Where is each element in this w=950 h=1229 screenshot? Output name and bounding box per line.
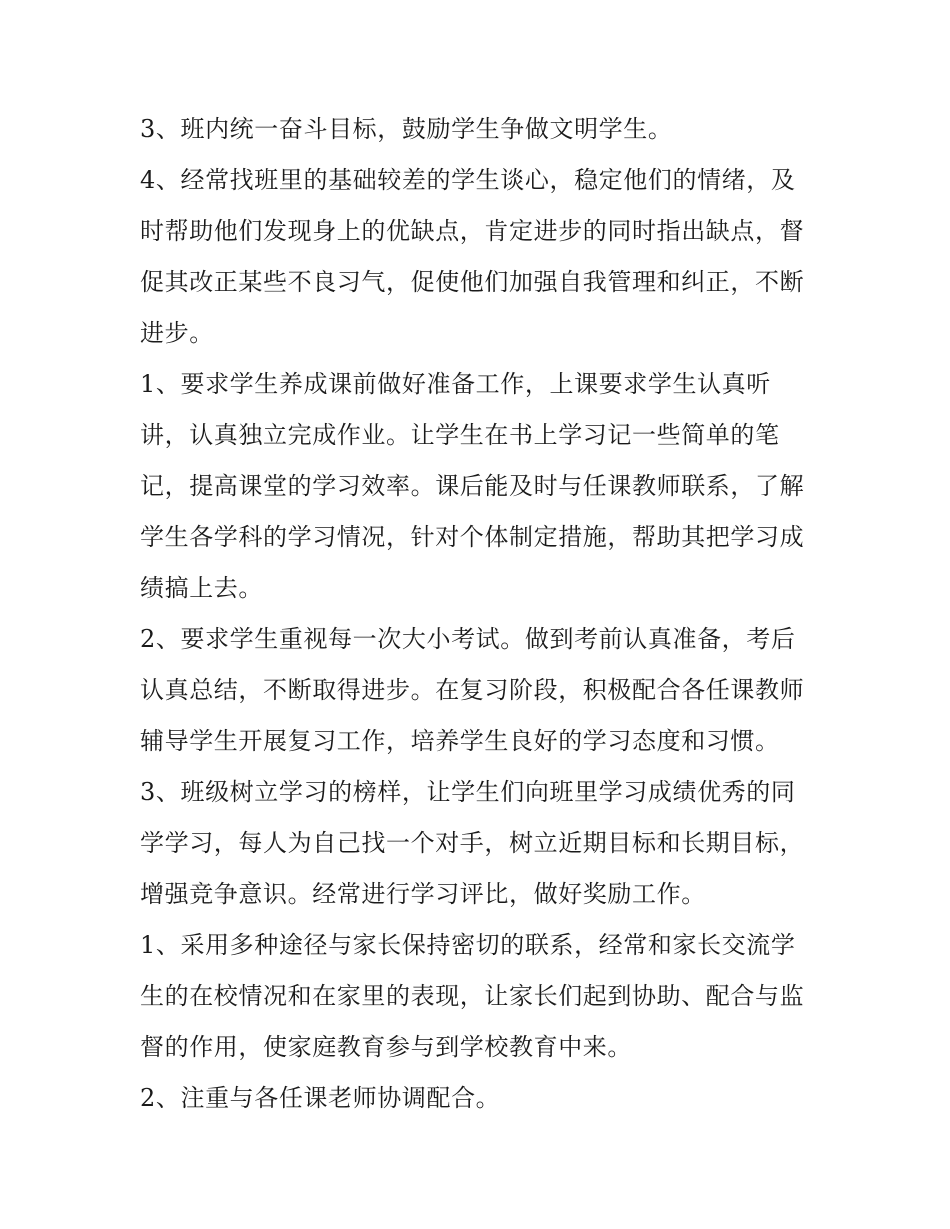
text-line: 4、经常找班里的基础较差的学生谈心，稳定他们的情绪，及: [140, 166, 796, 194]
text-line: 1、采用多种途径与家长保持密切的联系，经常和家长交流学: [140, 931, 796, 959]
text-line: 进步。: [140, 319, 214, 347]
text-line: 记，提高课堂的学习效率。课后能及时与任课教师联系，了解: [140, 472, 805, 500]
text-line: 时帮助他们发现身上的优缺点，肯定进步的同时指出缺点，督: [140, 217, 805, 245]
text-line: 绩搞上去。: [140, 574, 263, 602]
text-line: 认真总结，不断取得进步。在复习阶段，积极配合各任课教师: [140, 676, 805, 704]
text-line: 讲，认真独立完成作业。让学生在书上学习记一些简单的笔: [140, 421, 780, 449]
text-line: 增强竞争意识。经常进行学习评比，做好奖励工作。: [140, 880, 706, 908]
text-line: 辅导学生开展复习工作，培养学生良好的学习态度和习惯。: [140, 727, 780, 755]
text-line: 生的在校情况和在家里的表现，让家长们起到协助、配合与监: [140, 982, 805, 1010]
text-line: 2、注重与各任课老师协调配合。: [140, 1084, 501, 1112]
text-line: 督的作用，使家庭教育参与到学校教育中来。: [140, 1033, 632, 1061]
text-line: 学学习，每人为自己找一个对手，树立近期目标和长期目标，: [140, 829, 805, 857]
text-line: 学生各学科的学习情况，针对个体制定措施，帮助其把学习成: [140, 523, 805, 551]
text-line: 3、班级树立学习的榜样，让学生们向班里学习成绩优秀的同: [140, 778, 796, 806]
text-line: 2、要求学生重视每一次大小考试。做到考前认真准备，考后: [140, 625, 796, 653]
text-line: 1、要求学生养成课前做好准备工作，上课要求学生认真听: [140, 370, 771, 398]
text-line: 促其改正某些不良习气，促使他们加强自我管理和纠正，不断: [140, 268, 805, 296]
text-line: 3、班内统一奋斗目标，鼓励学生争做文明学生。: [140, 115, 673, 143]
